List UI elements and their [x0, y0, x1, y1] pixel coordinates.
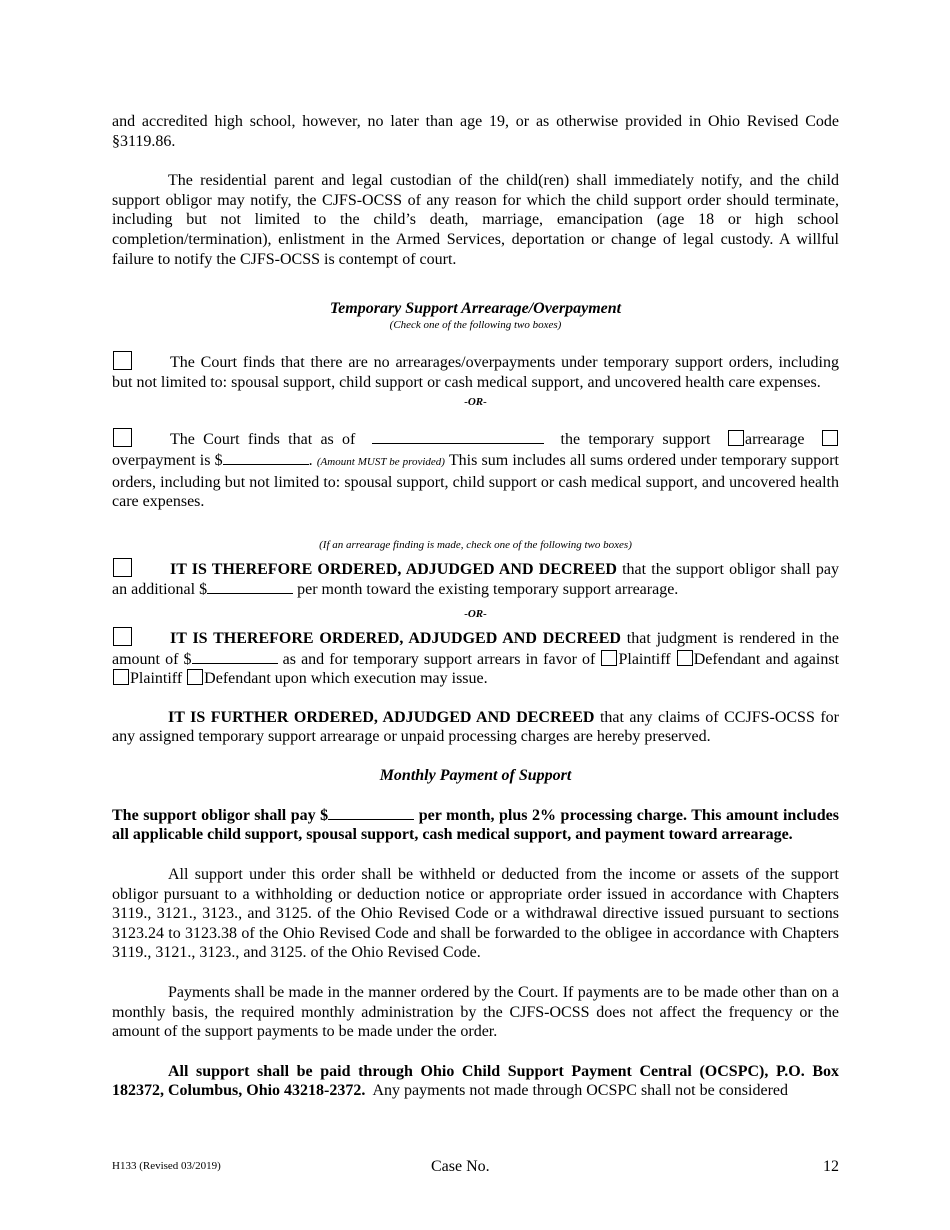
arrearage-finding-checkbox[interactable] [113, 428, 132, 447]
check-instruction: (Check one of the following two boxes) [389, 319, 562, 332]
monthly-amount-field[interactable] [328, 805, 414, 820]
paragraph-payments: Payments shall be made in the manner ordered by the Court. If payments are to be made other than on a monthly basis, the required monthly administration by the CJFS-OCSS does not affect the frequency or the amount of the support payments to be made under the order. [112, 984, 839, 1041]
section-heading-monthly: Monthly Payment of Support [379, 766, 572, 784]
arrearage-checkbox[interactable] [728, 430, 744, 446]
option-arrearage-amount: The Court finds that as of the temporary support arrearage overpayment is $ . (Amount MUST be provided) This sum includes all sums ordered under temporary support orders, including but not limited to: spousal support, child support or cash medical support, and uncovered health care expenses. [112, 428, 839, 511]
paragraph-age-limit: and accredited high school, however, no later than age 19, or as otherwise provided in Ohio Revised Code §3119.86. [112, 113, 839, 150]
or-separator: -OR- [464, 396, 487, 409]
against-defendant-checkbox[interactable] [187, 669, 203, 685]
case-number-label: Case No. [431, 1158, 490, 1175]
additional-payment-checkbox[interactable] [113, 558, 132, 577]
paragraph-notify: The residential parent and legal custodian of the child(ren) shall immediately notify, and the child support obligor may notify, the CJFS-OCSS of any reason for which the child support order should terminate, including but not limited to the child’s death, marriage, emancipation (age 18 or high school completion/termination), enlistment in the Armed Services, deportation or change of legal custody. A willful failure to notify the CJFS-OCSS is contempt of court. [112, 172, 839, 268]
order-additional-payment: IT IS THEREFORE ORDERED, ADJUDGED AND DECREED that the support obligor shall pay an additional $ per month toward the existing temporary support arrearage. [112, 558, 839, 600]
order-judgment: IT IS THEREFORE ORDERED, ADJUDGED AND DECREED that judgment is rendered in the amount of $ as and for temporary support arrears in favor of Plaintiff Defendant and against Plaintiff Defendant upon which execution may issue. [112, 627, 839, 689]
option-no-arrearage: The Court finds that there are no arrearages/overpayments under temporary support orders, including but not limited to: spousal support, child support or cash medical support, and uncovered health care expenses. [112, 351, 839, 392]
favor-plaintiff-checkbox[interactable] [601, 650, 617, 666]
order-further: IT IS FURTHER ORDERED, ADJUDGED AND DECREED that any claims of CCJFS-OCSS for any assigned temporary support arrearage or unpaid processing charges are hereby preserved. [112, 708, 839, 746]
judgment-amount-field[interactable] [192, 649, 278, 664]
against-plaintiff-checkbox[interactable] [113, 669, 129, 685]
no-arrearage-checkbox[interactable] [113, 351, 132, 370]
additional-amount-field[interactable] [207, 579, 293, 594]
monthly-payment-statement: The support obligor shall pay $ per month, plus 2% processing charge. This amount includes all applicable child support, spousal support, cash medical support, and payment toward arrearage. [112, 806, 840, 844]
page-number: 12 [823, 1158, 839, 1175]
judgment-checkbox[interactable] [113, 627, 132, 646]
section-heading-temporary: Temporary Support Arrearage/Overpayment [329, 300, 622, 318]
arrearage-amount-field[interactable] [223, 450, 309, 465]
paragraph-ocspc: All support shall be paid through Ohio Child Support Payment Central (OCSPC), P.O. Box 182372, Columbus, Ohio 43218-2372. Any payments not made through OCSPC shall not be considered [112, 1062, 839, 1100]
paragraph-withholding: All support under this order shall be withheld or deducted from the income or assets of the support obligor pursuant to a withholding or deduction notice or appropriate order issued in accordance with Chapters 3119., 3121., 3123., and 3125. of the Ohio Revised Code or a withdrawal directive issued pursuant to sections 3123.24 to 3123.38 of the Ohio Revised Code and shall be forwarded to the obligee in accordance with Chapters 3119., 3121., 3123., and 3125. of the Ohio Revised Code. [112, 866, 839, 962]
or-separator-2: -OR- [464, 607, 487, 620]
document-page [112, 112, 839, 1101]
amount-note: (Amount MUST be provided) [316, 455, 445, 468]
as-of-date-field[interactable] [372, 429, 544, 444]
overpayment-checkbox[interactable] [822, 430, 838, 446]
form-number: H133 (Revised 03/2019) [112, 1160, 221, 1172]
favor-defendant-checkbox[interactable] [677, 650, 693, 666]
arrearage-instruction: (If an arrearage finding is made, check one of the following two boxes) [319, 538, 632, 551]
page-footer [112, 1158, 839, 1180]
